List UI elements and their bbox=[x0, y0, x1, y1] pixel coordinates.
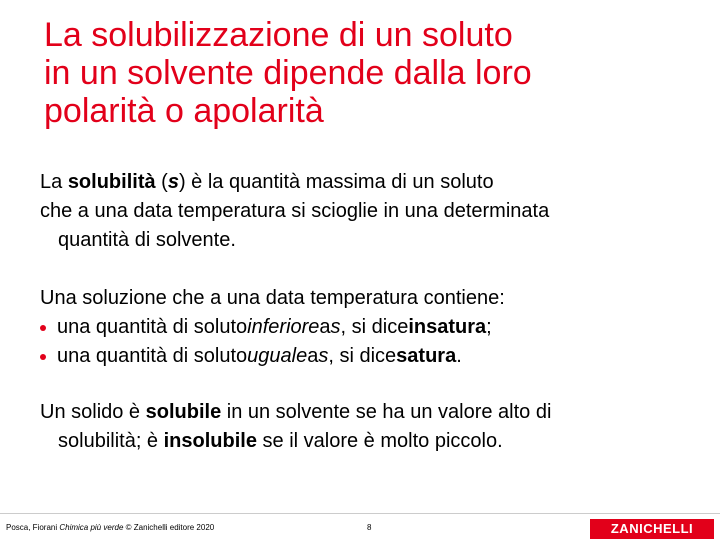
text-span: , si dice bbox=[340, 316, 409, 338]
footer-credit bbox=[6, 523, 214, 532]
title-line: polarità o apolarità bbox=[44, 92, 324, 130]
symbol-s: s bbox=[318, 345, 329, 367]
text-span: ( bbox=[155, 171, 168, 193]
text-span: , si dice bbox=[328, 345, 397, 367]
text-span: in un solvente se ha un valore alto di bbox=[221, 401, 552, 423]
term-solubile: solubile bbox=[145, 401, 222, 423]
list-item bbox=[40, 342, 690, 371]
italic-term: uguale bbox=[247, 345, 308, 367]
bullet-dot-icon bbox=[40, 354, 46, 360]
term-insatura: insatura bbox=[408, 316, 487, 338]
text-span: ) è la quantità massima di un soluto bbox=[178, 171, 494, 193]
text-span: . bbox=[456, 345, 462, 367]
title-line: La solubilizzazione di un soluto bbox=[44, 16, 513, 54]
text-span: Posca, Fiorani bbox=[6, 523, 60, 532]
text-span: se il valore è molto piccolo. bbox=[256, 430, 503, 452]
term-insolubile: insolubile bbox=[163, 430, 257, 452]
slide-title bbox=[44, 16, 684, 130]
page-number: 8 bbox=[367, 523, 372, 532]
bullet-dot-icon bbox=[40, 325, 46, 331]
definition-paragraph bbox=[40, 168, 690, 255]
definition-line: che a una data temperatura si scioglie in una determinata bbox=[40, 200, 550, 222]
book-title: Chimica più verde bbox=[59, 523, 124, 532]
symbol-s: s bbox=[167, 171, 179, 193]
list-item bbox=[40, 313, 690, 342]
text-span: Un solido è bbox=[40, 401, 146, 423]
text-span: © Zanichelli editore 2020 bbox=[123, 523, 215, 532]
solution-paragraph bbox=[40, 284, 690, 371]
text-span: ; bbox=[486, 316, 492, 338]
text-span: a bbox=[307, 345, 319, 367]
text-span: a bbox=[319, 316, 331, 338]
title-line: in un solvente dipende dalla loro bbox=[44, 54, 532, 92]
solution-intro: Una soluzione che a una data temperatura contiene: bbox=[40, 287, 505, 309]
term-solubilita: solubilità bbox=[67, 171, 156, 193]
text-span: una quantità di soluto bbox=[57, 316, 248, 338]
italic-term: inferiore bbox=[247, 316, 320, 338]
text-span: solubilità; è bbox=[58, 430, 164, 452]
definition-line: quantità di solvente. bbox=[58, 229, 236, 251]
solid-line bbox=[40, 398, 690, 427]
zanichelli-logo: ZANICHELLI bbox=[590, 519, 714, 539]
solid-paragraph bbox=[40, 398, 690, 456]
solid-line bbox=[40, 427, 690, 456]
symbol-s: s bbox=[330, 316, 341, 338]
term-satura: satura bbox=[396, 345, 457, 367]
definition-line bbox=[40, 168, 690, 197]
text-span: La bbox=[40, 171, 68, 193]
text-span: una quantità di soluto bbox=[57, 345, 248, 367]
footer-divider bbox=[0, 513, 720, 514]
